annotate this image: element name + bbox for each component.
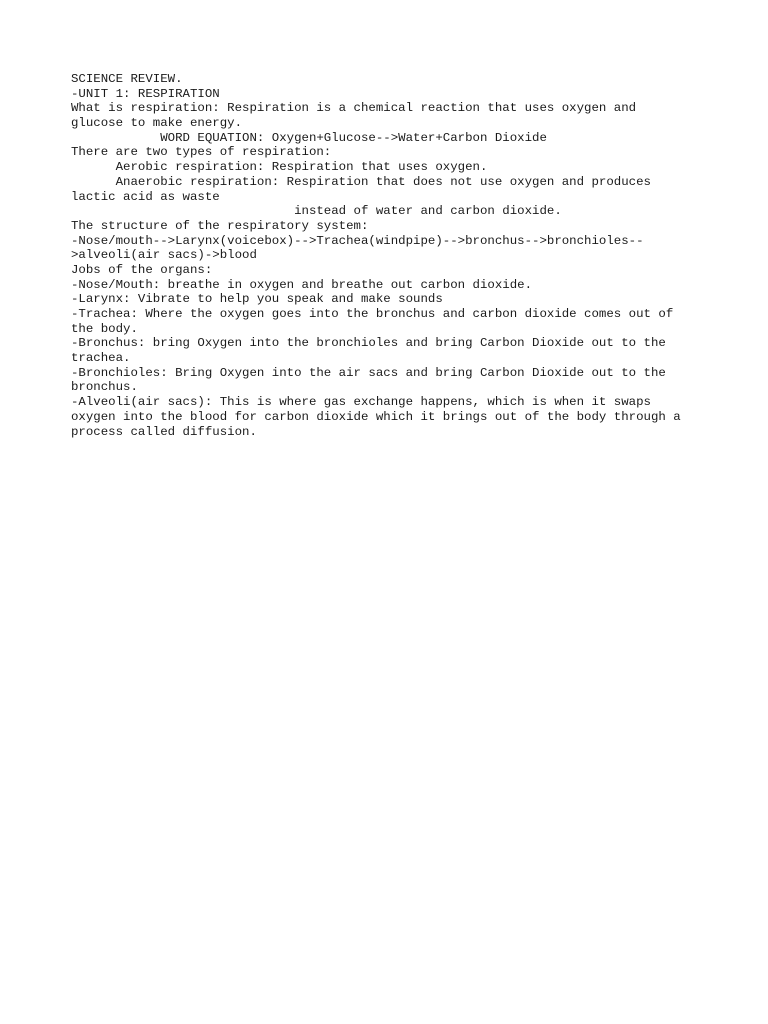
text-line: oxygen into the blood for carbon dioxide which it brings out of the body through a (71, 409, 681, 424)
text-line: lactic acid as waste (71, 189, 220, 204)
text-line: -Trachea: Where the oxygen goes into the bronchus and carbon dioxide comes out of (71, 307, 674, 321)
text-line: -Alveoli(air sacs): This is where gas exchange happens, which is when it swaps (71, 395, 651, 410)
text-line: >alveoli(air sacs)->blood (71, 248, 257, 263)
text-line: What is respiration: Respiration is a chemical reaction that uses oxygen and (71, 101, 637, 116)
text-line: -Nose/mouth-->Larynx(voicebox)-->Trachea(windpipe)-->bronchus-->bronchioles-- (71, 233, 644, 248)
word-equation: WORD EQUATION: Oxygen+Glucose-->Water+Carbon Dioxide (71, 130, 547, 145)
text-line: instead of water and carbon dioxide. (71, 204, 562, 219)
text-line: process called diffusion. (71, 424, 257, 439)
document-title: SCIENCE REVIEW. (71, 72, 183, 86)
text-line: There are two types of respiration: (71, 145, 332, 160)
text-line: glucose to make energy. (71, 116, 243, 131)
text-line: trachea. (71, 351, 131, 366)
text-line: the body. (71, 321, 138, 336)
unit-heading: -UNIT 1: RESPIRATION (71, 86, 220, 101)
text-line: -Nose/Mouth: breathe in oxygen and breathe out carbon dioxide. (71, 277, 533, 292)
text-line: Aerobic respiration: Respiration that uses oxygen. (71, 160, 488, 175)
text-line: -Bronchioles: Bring Oxygen into the air sacs and bring Carbon Dioxide out to the (71, 365, 666, 380)
text-line: The structure of the respiratory system: (71, 218, 369, 233)
text-line: -Larynx: Vibrate to help you speak and make sounds (71, 292, 443, 307)
text-line: bronchus. (71, 380, 138, 395)
text-line: Anaerobic respiration: Respiration that does not use oxygen and produces (71, 174, 651, 189)
text-line: -Bronchus: bring Oxygen into the bronchioles and bring Carbon Dioxide out to the (71, 336, 666, 351)
document-text (71, 72, 711, 439)
text-line: Jobs of the organs: (71, 262, 213, 277)
